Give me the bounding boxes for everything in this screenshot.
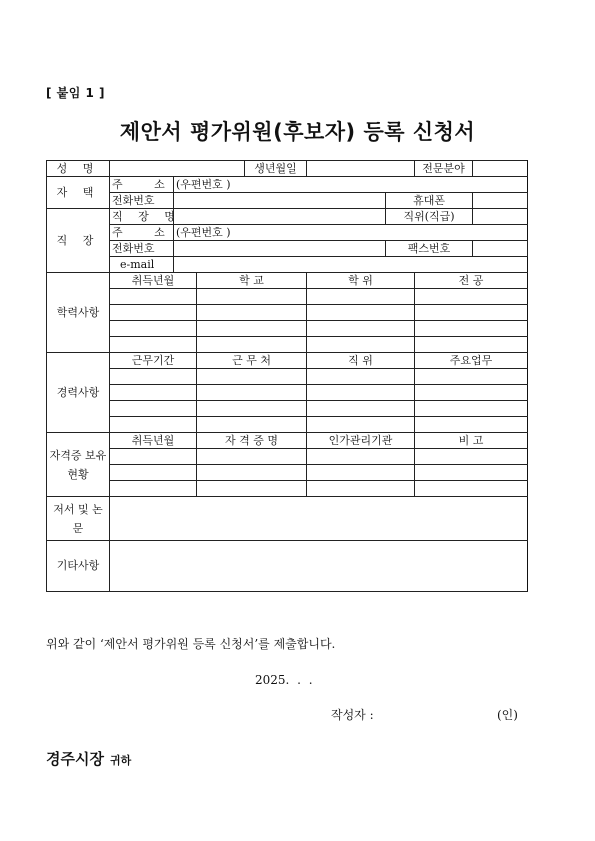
career-cell[interactable]	[197, 417, 307, 433]
certificate-cell[interactable]	[110, 449, 197, 465]
certificate-cell[interactable]	[415, 481, 528, 497]
email-input[interactable]	[174, 257, 528, 273]
label-home-address: 주 소	[110, 177, 174, 193]
label-certificates: 자격증 보유현황	[47, 433, 110, 497]
education-header-major: 전 공	[415, 273, 528, 289]
education-cell[interactable]	[415, 321, 528, 337]
certificate-cell[interactable]	[110, 465, 197, 481]
name-input[interactable]	[110, 161, 245, 177]
career-cell[interactable]	[110, 385, 197, 401]
certificate-cell[interactable]	[415, 465, 528, 481]
career-cell[interactable]	[307, 369, 415, 385]
career-header-duties: 주요업무	[415, 353, 528, 369]
form-title: 제안서 평가위원(후보자) 등록 신청서	[119, 120, 476, 144]
career-header-workplace: 근 무 처	[197, 353, 307, 369]
label-birthdate: 생년월일	[245, 161, 307, 177]
education-cell[interactable]	[110, 337, 197, 353]
certificate-header-remarks: 비 고	[415, 433, 528, 449]
certificate-cell[interactable]	[415, 449, 528, 465]
education-cell[interactable]	[415, 305, 528, 321]
career-cell[interactable]	[415, 417, 528, 433]
label-work-address: 주 소	[110, 225, 174, 241]
certificate-cell[interactable]	[307, 449, 415, 465]
label-work: 직 장	[47, 209, 110, 273]
work-address-input[interactable]: (우편번호 )	[174, 225, 528, 241]
career-cell[interactable]	[307, 385, 415, 401]
education-cell[interactable]	[110, 305, 197, 321]
career-header-period: 근무기간	[110, 353, 197, 369]
education-cell[interactable]	[307, 305, 415, 321]
career-cell[interactable]	[197, 369, 307, 385]
addressee-suffix: 귀하	[109, 754, 132, 767]
specialty-input[interactable]	[473, 161, 528, 177]
label-career: 경력사항	[47, 353, 110, 433]
label-email: e-mail	[110, 257, 174, 273]
education-cell[interactable]	[307, 289, 415, 305]
education-header-date: 취득년월	[110, 273, 197, 289]
label-other: 기타사항	[47, 541, 110, 592]
home-address-input[interactable]: (우편번호 )	[174, 177, 528, 193]
certificate-cell[interactable]	[110, 481, 197, 497]
certificate-cell[interactable]	[197, 481, 307, 497]
career-cell[interactable]	[307, 417, 415, 433]
certificate-cell[interactable]	[307, 465, 415, 481]
career-cell[interactable]	[110, 417, 197, 433]
education-cell[interactable]	[197, 337, 307, 353]
registration-form-table	[46, 160, 528, 592]
certificate-cell[interactable]	[197, 449, 307, 465]
education-cell[interactable]	[110, 289, 197, 305]
label-home-phone: 전화번호	[110, 193, 174, 209]
label-education: 학력사항	[47, 273, 110, 353]
label-name: 성 명	[47, 161, 110, 177]
career-cell[interactable]	[110, 401, 197, 417]
career-cell[interactable]	[415, 385, 528, 401]
education-cell[interactable]	[415, 337, 528, 353]
addressee-name: 경주시장	[46, 750, 104, 768]
fax-input[interactable]	[473, 241, 528, 257]
mobile-input[interactable]	[473, 193, 528, 209]
position-input[interactable]	[473, 209, 528, 225]
career-cell[interactable]	[110, 369, 197, 385]
career-cell[interactable]	[197, 401, 307, 417]
certificate-cell[interactable]	[197, 465, 307, 481]
submission-statement: 위와 같이 ‘제안서 평가위원 등록 신청서’를 제출합니다.	[46, 637, 336, 651]
label-fax: 팩스번호	[386, 241, 473, 257]
education-cell[interactable]	[110, 321, 197, 337]
label-mobile: 휴대폰	[386, 193, 473, 209]
attachment-label: [ 붙임 1 ]	[46, 86, 106, 100]
education-header-school: 학 교	[197, 273, 307, 289]
career-cell[interactable]	[197, 385, 307, 401]
education-cell[interactable]	[307, 321, 415, 337]
certificate-cell[interactable]	[307, 481, 415, 497]
home-phone-input[interactable]	[174, 193, 386, 209]
career-cell[interactable]	[307, 401, 415, 417]
label-specialty: 전문분야	[415, 161, 473, 177]
label-work-phone: 전화번호	[110, 241, 174, 257]
education-header-degree: 학 위	[307, 273, 415, 289]
certificate-header-name: 자 격 증 명	[197, 433, 307, 449]
label-publications: 저서 및 논문	[47, 497, 110, 541]
author-label: 작성자 :	[331, 708, 374, 722]
label-home: 자 택	[47, 177, 110, 209]
career-header-position: 직 위	[307, 353, 415, 369]
addressee	[46, 748, 131, 769]
date-line[interactable]: 2025. . .	[255, 673, 313, 687]
education-cell[interactable]	[197, 321, 307, 337]
work-phone-input[interactable]	[174, 241, 386, 257]
workplace-name-input[interactable]	[174, 209, 386, 225]
education-cell[interactable]	[197, 305, 307, 321]
label-workplace-name: 직 장 명	[110, 209, 174, 225]
other-input[interactable]	[110, 541, 528, 592]
certificate-header-date: 취득년월	[110, 433, 197, 449]
career-cell[interactable]	[415, 369, 528, 385]
certificate-header-issuer: 인가관리기관	[307, 433, 415, 449]
label-position: 직위(직급)	[386, 209, 473, 225]
education-cell[interactable]	[197, 289, 307, 305]
career-cell[interactable]	[415, 401, 528, 417]
seal-label: (인)	[497, 708, 518, 722]
education-cell[interactable]	[307, 337, 415, 353]
publications-input[interactable]	[110, 497, 528, 541]
education-cell[interactable]	[415, 289, 528, 305]
birthdate-input[interactable]	[307, 161, 415, 177]
